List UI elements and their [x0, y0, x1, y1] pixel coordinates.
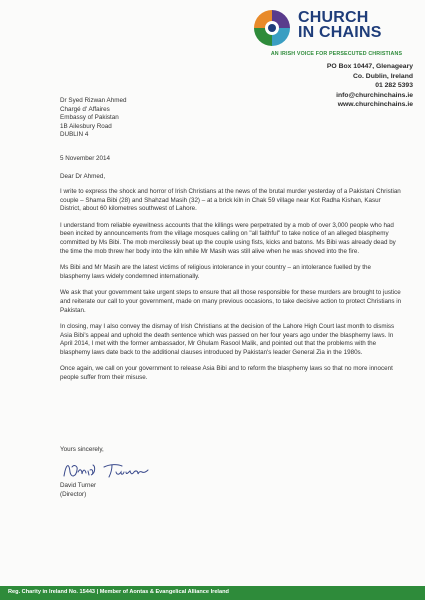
footer-bar — [0, 586, 425, 600]
tagline: AN IRISH VOICE FOR PERSECUTED CHRISTIANS — [270, 51, 403, 57]
letter-date: 5 November 2014 — [60, 155, 111, 162]
recipient-line: Chargé d' Affaires — [60, 105, 110, 113]
church-in-chains-logo — [252, 8, 292, 48]
signer-block — [60, 482, 96, 499]
letter-body — [60, 188, 402, 390]
recipient-line: 1B Ailesbury Road — [60, 122, 112, 130]
body-paragraph: I write to express the shock and horror of Irish Christians at the news of the brutal murder yesterday of a Pakistani Christian couple – Shama Bibi (28) and Shahzad Masih (32) – at a brick kiln in Chak 59 village near Kot Radha Kishan, Kasur District, about 60 kilometres southwest of Lahore. — [60, 188, 401, 213]
recipient-line: Embassy of Pakistan — [60, 114, 119, 122]
brand-line-1: CHURCH — [298, 9, 369, 26]
phone-number: 01 282 5393 — [375, 82, 413, 90]
body-paragraph: I understand from reliable eyewitness accounts that the killings were perpetrated by a mob of over 3,000 people who had been incited by announcements from the village mosques calling on "all faithful" to take notice of an alleged blasphemy committed by Ms Bibi. The mob mercilessly beat up the couple using fists, kicks and batons. Ms Bibi was already dead by the time the mob threw her body into the kiln while Mr Masih was still alive when he was shoved into the fire. — [60, 221, 396, 255]
closing: Yours sincerely, — [60, 446, 104, 453]
brand-name — [298, 10, 382, 40]
body-paragraph: In closing, may I also convey the dismay of Irish Christians at the decision of the Lahore High Court last month to dismiss Asia Bibi's appeal and uphold the death sentence which was passed on her four years ago under the blasphemy laws. In April 2014, I met with the former ambassador, Mr Ghulam Rasool Malik, and pointed out that the problems with the blasphemy laws date back to the additional clauses introduced by Pakistan's leader General Zia in the 1980s. — [60, 322, 395, 356]
signer-name: David Turner — [60, 482, 97, 489]
recipient-address — [60, 97, 127, 140]
brand-line-2: IN CHAINS — [298, 24, 382, 41]
signer-title: (Director) — [60, 490, 87, 498]
body-paragraph: Ms Bibi and Mr Masih are the latest victims of religious intolerance in your country – an intolerance fuelled by the blasphemy laws widely condemned internationally. — [60, 264, 371, 280]
recipient-line: DUBLIN 4 — [60, 131, 89, 139]
salutation: Dear Dr Ahmed, — [60, 173, 106, 180]
email-link[interactable]: info@churchinchains.ie — [336, 91, 413, 99]
address-line: PO Box 10447, Glenageary — [326, 63, 413, 70]
body-paragraph: Once again, we call on your government to release Asia Bibi and to reform the blasphemy laws so that no more innocent people suffer from their misuse. — [60, 365, 393, 381]
website-link[interactable]: www.churchinchains.ie — [337, 101, 413, 109]
footer-text: Reg. Charity in Ireland No. 15443 | Member of Aontas & Evangelical Alliance Ireland — [8, 589, 229, 595]
handwritten-signature — [60, 458, 156, 482]
body-paragraph: We ask that your government take urgent steps to ensure that all those responsible for these murders are brought to justice and reiterate our call to your government, made on many previous occasions, to take decisive action to protect Christians in Pakistan. — [60, 289, 402, 314]
contact-block — [327, 62, 413, 110]
recipient-line: Dr Syed Rizwan Ahmed — [60, 97, 127, 104]
address-line: Co. Dublin, Ireland — [352, 72, 413, 80]
